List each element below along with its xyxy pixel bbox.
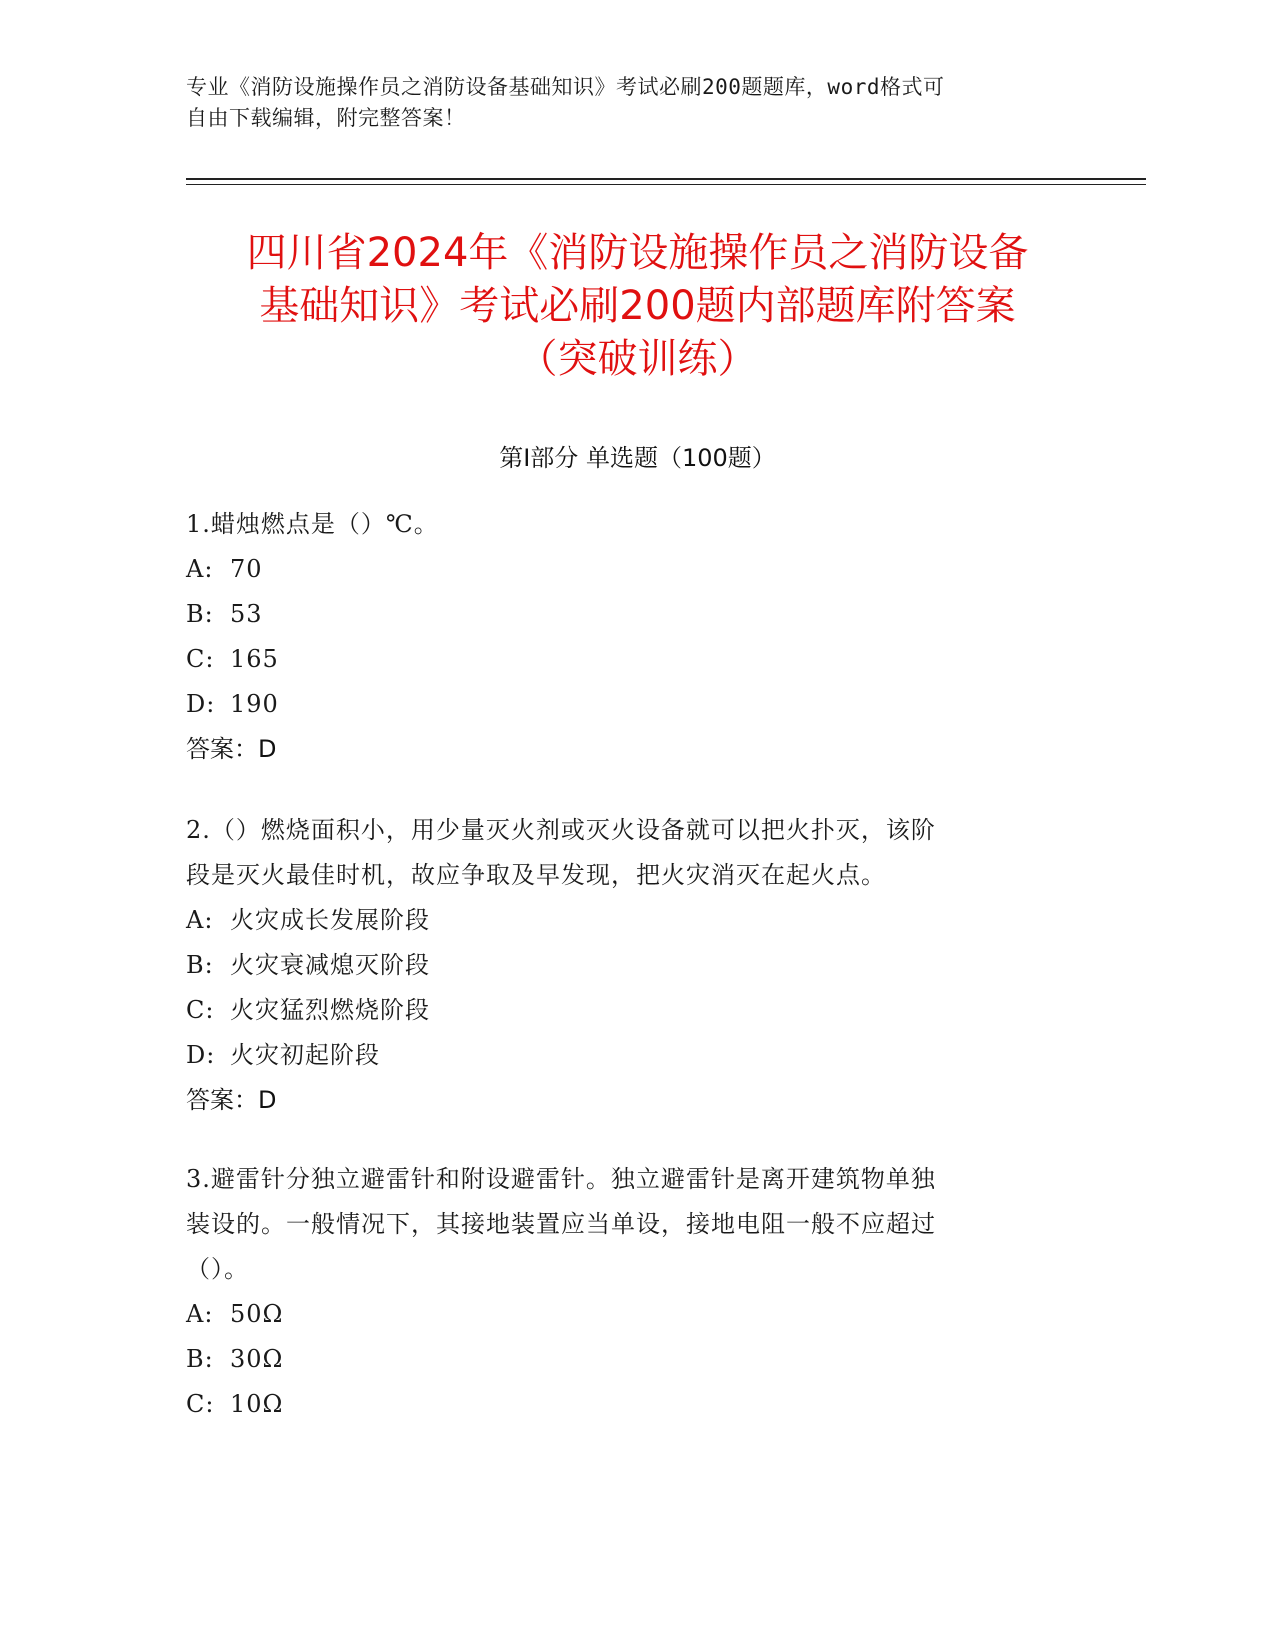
title-line-2: 基础知识》考试必刷200题内部题库附答案 [259, 283, 1016, 329]
intro-paragraph [186, 72, 1066, 134]
option-b [186, 943, 1066, 988]
option-text: 火灾成长发展阶段 [230, 906, 430, 934]
option-label: B: [186, 951, 214, 979]
option-label: A: [186, 1300, 214, 1328]
option-text: 53 [230, 600, 263, 628]
question-text-line-2: 段是灭火最佳时机，故应争取及早发现，把火灾消灭在起火点。 [186, 861, 886, 889]
option-b [186, 1337, 1066, 1382]
question-text-line-1: 3.避雷针分独立避雷针和附设避雷针。独立避雷针是离开建筑物单独 [186, 1165, 936, 1193]
option-b [186, 592, 1066, 637]
answer: 答案：D [186, 735, 277, 763]
question-text-line-2: 装设的。一般情况下，其接地装置应当单设，接地电阻一般不应超过 [186, 1210, 936, 1238]
intro-line-2: 自由下载编辑，附完整答案！ [186, 106, 466, 130]
option-text: 165 [230, 645, 279, 673]
option-label: A: [186, 555, 214, 583]
title-line-3: （突破训练） [517, 336, 758, 382]
option-label: C: [186, 645, 215, 673]
intro-line-1: 专业《消防设施操作员之消防设备基础知识》考试必刷200题题库，word格式可 [186, 75, 945, 99]
option-text: 70 [230, 555, 263, 583]
option-label: C: [186, 1390, 215, 1418]
title-line-1: 四川省2024年《消防设施操作员之消防设备 [246, 230, 1029, 276]
document-title [150, 227, 1125, 386]
option-a [186, 547, 1066, 592]
question-text-line-1: 2.（）燃烧面积小，用少量灭火剂或灭火设备就可以把火扑灭，该阶 [186, 816, 936, 844]
option-text: 火灾猛烈燃烧阶段 [230, 996, 430, 1024]
question-1 [186, 502, 1066, 772]
option-label: C: [186, 996, 215, 1024]
option-label: D: [186, 690, 216, 718]
header-rule-thick [186, 178, 1146, 180]
option-text: 190 [230, 690, 279, 718]
option-c [186, 637, 1066, 682]
option-d [186, 682, 1066, 727]
option-a [186, 1292, 1066, 1337]
option-text: 30Ω [230, 1345, 284, 1373]
option-d [186, 1033, 1066, 1078]
option-text: 10Ω [230, 1390, 284, 1418]
option-label: B: [186, 1345, 214, 1373]
option-c [186, 988, 1066, 1033]
question-text-line-3: （）。 [186, 1255, 249, 1283]
option-text: 火灾衰减熄灭阶段 [230, 951, 430, 979]
question-3 [186, 1157, 1066, 1427]
option-a [186, 898, 1066, 943]
header-rule-thin [186, 184, 1146, 185]
question-2 [186, 808, 1066, 1123]
option-label: B: [186, 600, 214, 628]
option-text: 50Ω [230, 1300, 284, 1328]
answer: 答案：D [186, 1086, 277, 1114]
option-c [186, 1382, 1066, 1427]
option-label: D: [186, 1041, 216, 1069]
question-text: 1.蜡烛燃点是（）℃。 [186, 510, 439, 538]
option-label: A: [186, 906, 214, 934]
option-text: 火灾初起阶段 [230, 1041, 380, 1069]
section-heading: 第Ⅰ部分 单选题（100题） [499, 444, 776, 472]
